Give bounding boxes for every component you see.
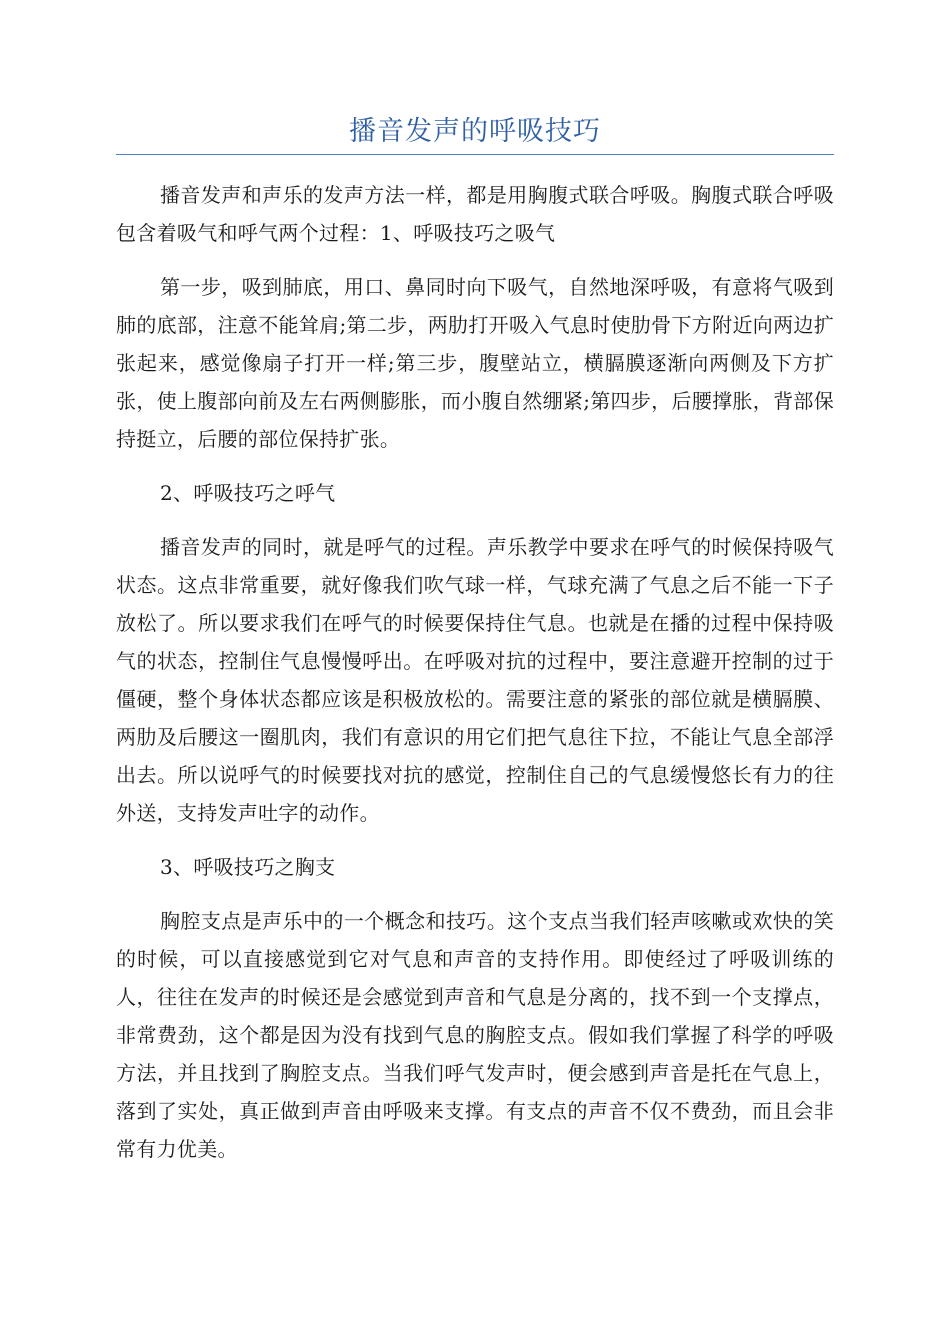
paragraph-exhale: 播音发声的同时，就是呼气的过程。声乐教学中要求在呼气的时候保持吸气状态。这点非常重要，就好像我们吹气球一样，气球充满了气息之后不能一下子放松了。所以要求我们在呼气的时候要保持住气息。也就是在播的过程中保持吸气的状态，控制住气息慢慢呼出。在呼吸对抗的过程中，要注意避开控制的过于僵硬，整个身体状态都应该是积极放松的。需要注意的紧张的部位就是横膈膜、两肋及后腰这一圈肌肉，我们有意识的用它们把气息往下拉，不能让气息全部浮出去。所以说呼气的时候要找对抗的感觉，控制住自己的气息缓慢悠长有力的往外送，支持发声吐字的动作。 xyxy=(116,535,834,825)
title-underline xyxy=(116,154,834,155)
paragraph-chest-support: 胸腔支点是声乐中的一个概念和技巧。这个支点当我们轻声咳嗽或欢快的笑的时候，可以直接感觉到它对气息和声音的支持作用。即使经过了呼吸训练的人，往往在发声的时候还是会感觉到声音和气息是分离的，找不到一个支撑点，非常费劲，这个都是因为没有找到气息的胸腔支点。假如我们掌握了科学的呼吸方法，并且找到了胸腔支点。当我们呼气发声时，便会感到声音是托在气息上，落到了实处，真正做到声音由呼吸来支撑。有支点的声音不仅不费劲，而且会非常有力优美。 xyxy=(116,909,834,1161)
paragraph-inhale-steps: 第一步，吸到肺底，用口、鼻同时向下吸气，自然地深呼吸，有意将气吸到肺的底部，注意不能耸肩;第二步，两肋打开吸入气息时使肋骨下方附近向两边扩张起来，感觉像扇子打开一样;第三步，腹壁站立，横膈膜逐渐向两侧及下方扩张，使上腹部向前及左右两侧膨胀，而小腹自然绷紧;第四步，后腰撑胀，背部保持挺立，后腰的部位保持扩张。 xyxy=(116,275,834,451)
page-title: 播音发声的呼吸技巧 xyxy=(349,116,601,147)
section-heading-chest-support: 3、呼吸技巧之胸支 xyxy=(160,855,336,879)
section-heading-exhale: 2、呼吸技巧之呼气 xyxy=(160,481,336,505)
document-body xyxy=(116,176,834,1184)
paragraph-intro: 播音发声和声乐的发声方法一样，都是用胸腹式联合呼吸。胸腹式联合呼吸包含着吸气和呼气两个过程：1、呼吸技巧之吸气 xyxy=(116,183,834,245)
